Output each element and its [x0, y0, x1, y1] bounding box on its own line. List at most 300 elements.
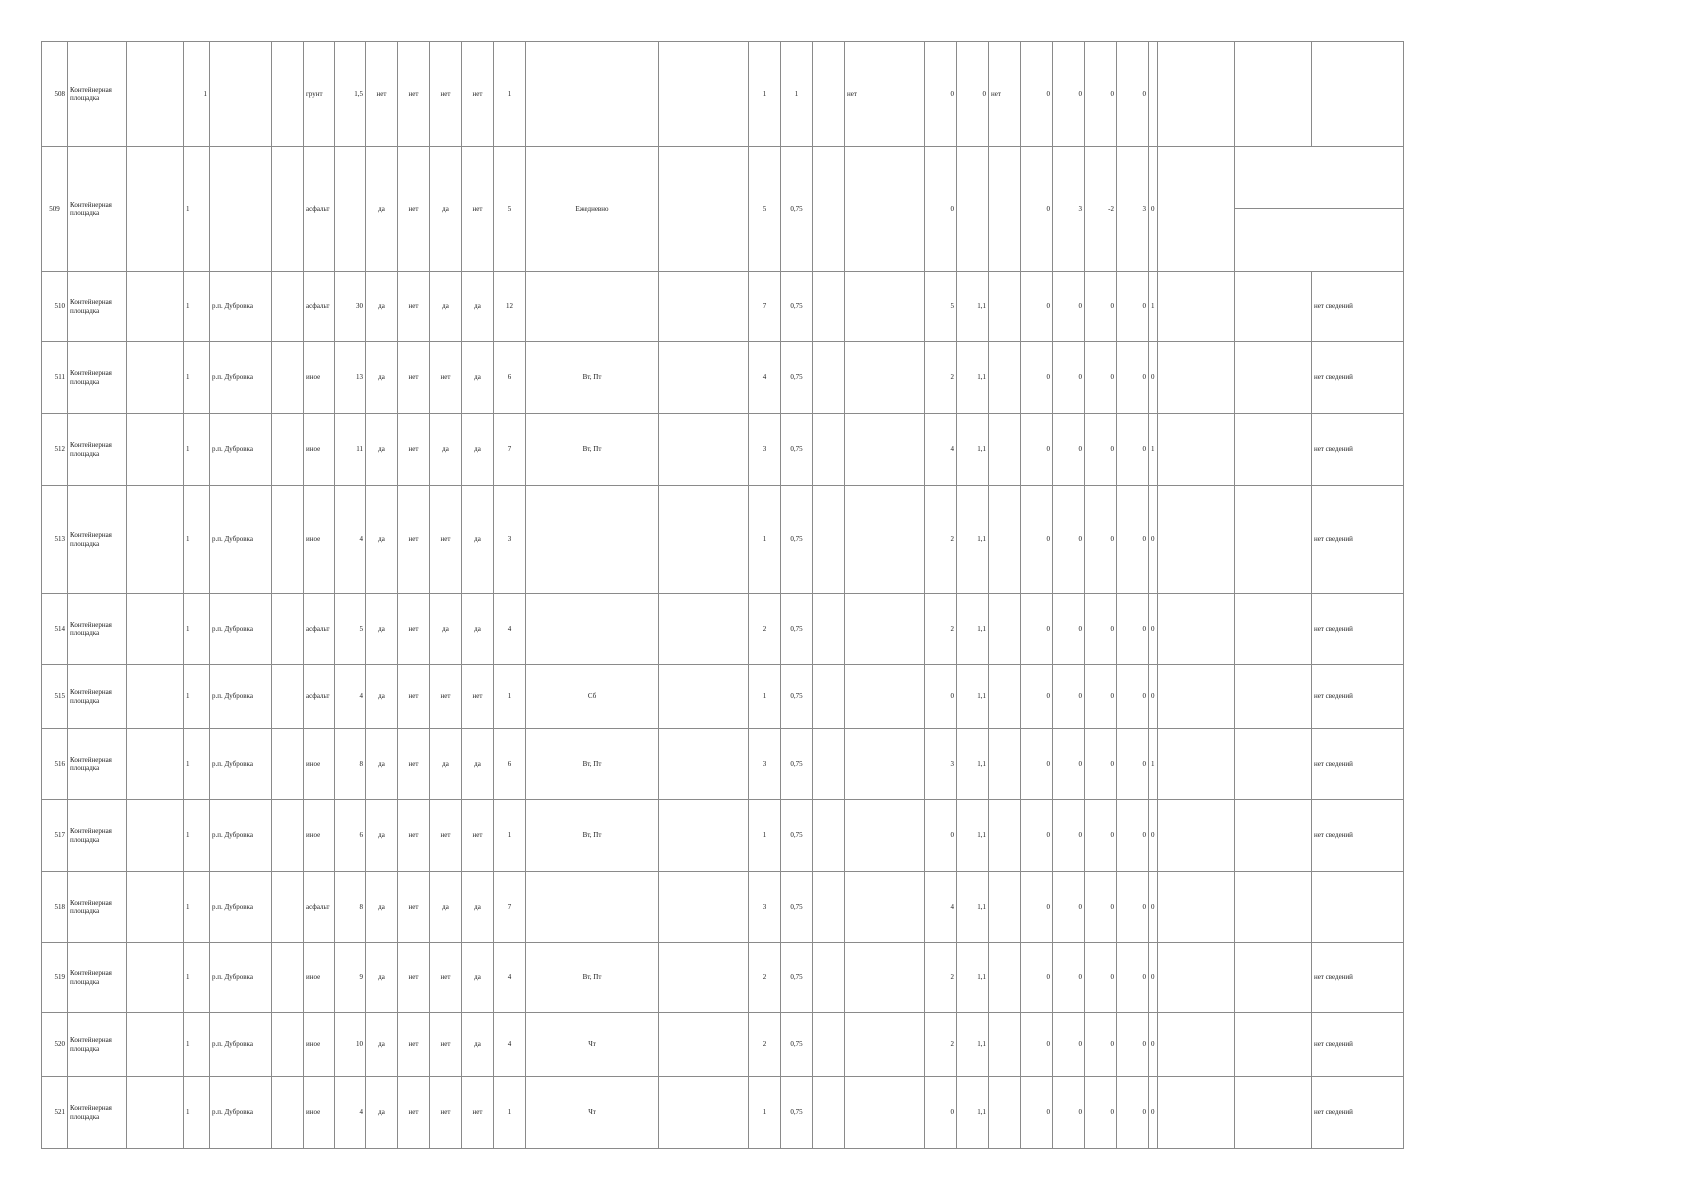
row-number: 521 — [42, 1077, 68, 1149]
cell — [845, 800, 925, 872]
cell: 1 — [184, 42, 210, 147]
cell: 0 — [1021, 665, 1053, 729]
coordinates — [272, 1077, 304, 1149]
cell: 1 — [781, 42, 813, 147]
area: 8 — [335, 872, 366, 943]
owner — [1157, 342, 1234, 414]
area: 4 — [335, 665, 366, 729]
cell: 4 — [925, 872, 957, 943]
address: р.п. Дубровка — [210, 342, 272, 414]
cell — [845, 272, 925, 342]
cell: 1 — [749, 42, 781, 147]
cell: нет — [989, 42, 1021, 147]
cell: да — [462, 729, 494, 800]
source-address — [1234, 729, 1311, 800]
cell — [813, 1013, 845, 1077]
cell: 4 — [494, 594, 526, 665]
cell: нет — [430, 665, 462, 729]
container-material — [659, 272, 749, 342]
schedule: Вт, Пт — [526, 943, 659, 1013]
source-info: нет сведений — [1311, 414, 1403, 486]
cell: 1,1 — [957, 272, 989, 342]
cell: 2 — [925, 594, 957, 665]
surface: иное — [304, 1077, 335, 1149]
coordinates — [272, 872, 304, 943]
oktmo — [127, 342, 184, 414]
schedule — [526, 42, 659, 147]
cell: 0 — [1117, 943, 1149, 1013]
cell: 0 — [1021, 342, 1053, 414]
oktmo — [127, 729, 184, 800]
cell: 0 — [1053, 414, 1085, 486]
container-material — [659, 42, 749, 147]
owner — [1157, 272, 1234, 342]
area: 11 — [335, 414, 366, 486]
container-material — [659, 147, 749, 272]
cell: 0 — [1117, 486, 1149, 594]
table-row — [42, 872, 1404, 943]
cell — [989, 1013, 1021, 1077]
cell: 3 — [1117, 147, 1149, 272]
site-type: Контейнерная площадка — [68, 147, 127, 272]
cell — [989, 665, 1021, 729]
surface: грунт — [304, 42, 335, 147]
cell: 7 — [494, 872, 526, 943]
site-type: Контейнерная площадка — [68, 729, 127, 800]
coordinates — [272, 665, 304, 729]
cell: 3 — [749, 872, 781, 943]
cell: 0 — [1053, 665, 1085, 729]
cell: нет — [430, 943, 462, 1013]
cell: да — [366, 729, 398, 800]
owner — [1157, 729, 1234, 800]
cell: 1,1 — [957, 1077, 989, 1149]
cell: да — [430, 872, 462, 943]
cell — [845, 729, 925, 800]
cell: да — [430, 414, 462, 486]
cell: 0 — [1085, 486, 1117, 594]
coordinates — [272, 272, 304, 342]
oktmo — [127, 943, 184, 1013]
cell: 1 — [184, 594, 210, 665]
cell — [989, 342, 1021, 414]
cell: нет — [398, 147, 430, 272]
cell: нет — [398, 42, 430, 147]
source-info: нет сведений — [1311, 665, 1403, 729]
area: 9 — [335, 943, 366, 1013]
cell: 2 — [925, 943, 957, 1013]
cell: 1 — [184, 800, 210, 872]
container-material — [659, 1013, 749, 1077]
schedule: Вт, Пт — [526, 800, 659, 872]
site-type: Контейнерная площадка — [68, 342, 127, 414]
cell — [813, 943, 845, 1013]
table-row — [42, 42, 1404, 147]
source-block — [1234, 147, 1403, 272]
cell: нет — [398, 800, 430, 872]
cell: 1,1 — [957, 594, 989, 665]
cell: 4 — [749, 342, 781, 414]
cell: 0 — [1053, 342, 1085, 414]
cell: 1 — [184, 414, 210, 486]
cell: 0 — [1085, 272, 1117, 342]
oktmo — [127, 147, 184, 272]
cell: 0,75 — [781, 1013, 813, 1077]
cell: 1,1 — [957, 414, 989, 486]
site-type: Контейнерная площадка — [68, 486, 127, 594]
source-info: нет сведений — [1311, 1077, 1403, 1149]
table-row — [42, 1013, 1404, 1077]
cell — [957, 147, 989, 272]
cell: 0,75 — [781, 665, 813, 729]
cell: 6 — [494, 342, 526, 414]
site-type: Контейнерная площадка — [68, 943, 127, 1013]
cell: 0 — [1021, 486, 1053, 594]
cell — [845, 665, 925, 729]
cell: 1 — [184, 665, 210, 729]
cell: 1 — [749, 486, 781, 594]
schedule: Вт, Пт — [526, 342, 659, 414]
oktmo — [127, 414, 184, 486]
row-number: 517 — [42, 800, 68, 872]
row-number: 512 — [42, 414, 68, 486]
cell: да — [462, 594, 494, 665]
cell: 3 — [494, 486, 526, 594]
surface: асфальт — [304, 594, 335, 665]
cell — [813, 872, 845, 943]
cell: 5 — [494, 147, 526, 272]
cell: нет — [398, 272, 430, 342]
schedule: Ежедневно — [526, 147, 659, 272]
cell: 7 — [749, 272, 781, 342]
cell: -2 — [1085, 147, 1117, 272]
cell: да — [366, 147, 398, 272]
schedule: Чт — [526, 1013, 659, 1077]
cell — [845, 147, 925, 272]
cell: 4 — [494, 943, 526, 1013]
cell: 1 — [749, 800, 781, 872]
address: р.п. Дубровка — [210, 800, 272, 872]
owner — [1157, 42, 1234, 147]
cell: 1,1 — [957, 943, 989, 1013]
container-material — [659, 729, 749, 800]
area: 13 — [335, 342, 366, 414]
coordinates — [272, 729, 304, 800]
container-material — [659, 943, 749, 1013]
coordinates — [272, 414, 304, 486]
oktmo — [127, 872, 184, 943]
cell: 5 — [925, 272, 957, 342]
source-address — [1234, 594, 1311, 665]
cell: 0 — [957, 42, 989, 147]
table-row — [42, 486, 1404, 594]
cell: 0 — [1085, 943, 1117, 1013]
cell: нет — [398, 342, 430, 414]
cell — [845, 342, 925, 414]
cell — [989, 414, 1021, 486]
site-type: Контейнерная площадка — [68, 272, 127, 342]
source-info — [1311, 42, 1403, 147]
cell: 2 — [925, 342, 957, 414]
cell: 1,1 — [957, 665, 989, 729]
cell: 0,75 — [781, 1077, 813, 1149]
source-address — [1234, 342, 1311, 414]
cell: 1,1 — [957, 729, 989, 800]
oktmo — [127, 594, 184, 665]
coordinates — [272, 342, 304, 414]
cell: 4 — [494, 1013, 526, 1077]
cell: да — [366, 272, 398, 342]
source-address — [1234, 665, 1311, 729]
area: 4 — [335, 486, 366, 594]
cell: да — [366, 1013, 398, 1077]
cell: 2 — [925, 1013, 957, 1077]
oktmo — [127, 1013, 184, 1077]
cell: 0 — [1085, 800, 1117, 872]
cell: 0 — [1149, 1013, 1158, 1077]
cell: 1 — [184, 342, 210, 414]
surface: асфальт — [304, 665, 335, 729]
cell: нет — [398, 872, 430, 943]
cell — [989, 594, 1021, 665]
coordinates — [272, 1013, 304, 1077]
cell — [989, 943, 1021, 1013]
container-material — [659, 665, 749, 729]
cell: да — [430, 594, 462, 665]
address: р.п. Дубровка — [210, 943, 272, 1013]
cell: 0 — [1149, 342, 1158, 414]
surface: асфальт — [304, 872, 335, 943]
cell: нет — [398, 729, 430, 800]
cell: 0 — [1117, 272, 1149, 342]
surface: иное — [304, 800, 335, 872]
container-material — [659, 342, 749, 414]
row-number: 508 — [42, 42, 68, 147]
cell: да — [366, 872, 398, 943]
row-number: 510 — [42, 272, 68, 342]
cell — [845, 1077, 925, 1149]
schedule — [526, 594, 659, 665]
site-type: Контейнерная площадка — [68, 800, 127, 872]
row-number: 516 — [42, 729, 68, 800]
cell: 0 — [1085, 729, 1117, 800]
cell — [813, 414, 845, 486]
address: р.п. Дубровка — [210, 1013, 272, 1077]
oktmo — [127, 272, 184, 342]
cell: 0,75 — [781, 729, 813, 800]
table-row — [42, 414, 1404, 486]
source-address — [1234, 486, 1311, 594]
cell: 0 — [1053, 729, 1085, 800]
cell: да — [462, 272, 494, 342]
cell — [1149, 42, 1158, 147]
container-material — [659, 1077, 749, 1149]
address: р.п. Дубровка — [210, 1077, 272, 1149]
cell: нет — [462, 800, 494, 872]
cell: 0 — [1117, 1077, 1149, 1149]
cell: 12 — [494, 272, 526, 342]
cell: 0,75 — [781, 272, 813, 342]
source-info — [1312, 148, 1403, 209]
cell: 1 — [184, 729, 210, 800]
cell: 1 — [184, 943, 210, 1013]
cell: 0 — [1021, 414, 1053, 486]
cell: нет — [398, 943, 430, 1013]
container-material — [659, 486, 749, 594]
owner — [1157, 147, 1234, 272]
cell: 2 — [749, 1013, 781, 1077]
cell: 0 — [1117, 665, 1149, 729]
cell: да — [366, 486, 398, 594]
cell: 0,75 — [781, 414, 813, 486]
cell: 0 — [1021, 147, 1053, 272]
coordinates — [272, 594, 304, 665]
cell: 0 — [1117, 594, 1149, 665]
cell: 0 — [1021, 42, 1053, 147]
cell: 1,1 — [957, 486, 989, 594]
source-info: нет сведений — [1311, 800, 1403, 872]
oktmo — [127, 486, 184, 594]
address — [210, 42, 272, 147]
schedule: Вт, Пт — [526, 729, 659, 800]
source-address — [1234, 872, 1311, 943]
cell: 0 — [1085, 1077, 1117, 1149]
cell: 2 — [749, 943, 781, 1013]
cell: 1,1 — [957, 342, 989, 414]
address: р.п. Дубровка — [210, 486, 272, 594]
source-info — [1312, 209, 1403, 271]
area: 1,5 — [335, 42, 366, 147]
cell: 0 — [1085, 665, 1117, 729]
surface: асфальт — [304, 147, 335, 272]
table-row — [42, 943, 1404, 1013]
cell: 0 — [1053, 42, 1085, 147]
cell: 0 — [1149, 943, 1158, 1013]
row-number: 511 — [42, 342, 68, 414]
cell: да — [366, 594, 398, 665]
source-address — [1234, 800, 1311, 872]
cell: нет — [462, 42, 494, 147]
cell: 7 — [494, 414, 526, 486]
cell — [813, 665, 845, 729]
cell: 0 — [1149, 147, 1158, 272]
cell: 0 — [1053, 594, 1085, 665]
source-address — [1234, 1013, 1311, 1077]
cell: 0 — [925, 42, 957, 147]
oktmo — [127, 800, 184, 872]
surface: иное — [304, 486, 335, 594]
cell: 0,75 — [781, 800, 813, 872]
cell — [989, 272, 1021, 342]
cell — [845, 486, 925, 594]
schedule: Сб — [526, 665, 659, 729]
registry-table — [41, 41, 1404, 1149]
cell — [989, 872, 1021, 943]
cell: 1 — [494, 800, 526, 872]
source-address — [1234, 42, 1311, 147]
area: 4 — [335, 1077, 366, 1149]
cell — [989, 486, 1021, 594]
row-number: 519 — [42, 943, 68, 1013]
site-type: Контейнерная площадка — [68, 1013, 127, 1077]
cell: нет — [430, 342, 462, 414]
source-info: нет сведений — [1311, 729, 1403, 800]
site-type: Контейнерная площадка — [68, 42, 127, 147]
cell — [989, 800, 1021, 872]
cell — [813, 147, 845, 272]
source-info: нет сведений — [1311, 486, 1403, 594]
cell: нет — [462, 1077, 494, 1149]
coordinates — [272, 486, 304, 594]
row-number: 515 — [42, 665, 68, 729]
surface: иное — [304, 342, 335, 414]
source-address — [1234, 272, 1311, 342]
container-material — [659, 800, 749, 872]
cell: 3 — [925, 729, 957, 800]
cell: 1 — [1149, 729, 1158, 800]
cell: 0 — [1117, 872, 1149, 943]
cell: 1 — [749, 1077, 781, 1149]
cell: 0 — [1053, 800, 1085, 872]
cell: 3 — [1053, 147, 1085, 272]
cell: да — [462, 486, 494, 594]
cell: да — [430, 147, 462, 272]
owner — [1157, 1013, 1234, 1077]
cell: нет — [398, 486, 430, 594]
cell: да — [462, 414, 494, 486]
cell: 1,1 — [957, 872, 989, 943]
cell: 0 — [1117, 1013, 1149, 1077]
row-number: 509 — [42, 147, 68, 272]
cell: да — [462, 943, 494, 1013]
cell: 1 — [184, 272, 210, 342]
cell: 1 — [1149, 272, 1158, 342]
cell: 1 — [494, 665, 526, 729]
cell: 0 — [1085, 414, 1117, 486]
cell: 0 — [1149, 800, 1158, 872]
coordinates — [272, 800, 304, 872]
cell: 0 — [1021, 1077, 1053, 1149]
owner — [1157, 1077, 1234, 1149]
cell: нет — [430, 486, 462, 594]
schedule: Вт, Пт — [526, 414, 659, 486]
cell: 0 — [1021, 729, 1053, 800]
cell: да — [366, 800, 398, 872]
cell: 0,75 — [781, 147, 813, 272]
cell: да — [430, 272, 462, 342]
cell: 1,1 — [957, 1013, 989, 1077]
cell: нет — [398, 594, 430, 665]
table-row — [42, 1077, 1404, 1149]
site-type: Контейнерная площадка — [68, 414, 127, 486]
address: р.п. Дубровка — [210, 414, 272, 486]
table-row — [42, 729, 1404, 800]
cell: 0 — [1053, 486, 1085, 594]
source-address — [1234, 414, 1311, 486]
area: 6 — [335, 800, 366, 872]
cell: 0 — [925, 665, 957, 729]
cell: да — [366, 1077, 398, 1149]
cell: да — [366, 342, 398, 414]
container-material — [659, 594, 749, 665]
cell: нет — [430, 1077, 462, 1149]
cell: 0 — [1149, 665, 1158, 729]
cell — [989, 147, 1021, 272]
table-row — [42, 342, 1404, 414]
cell: 5 — [749, 147, 781, 272]
cell: 1 — [184, 147, 210, 272]
cell: 0 — [1085, 42, 1117, 147]
